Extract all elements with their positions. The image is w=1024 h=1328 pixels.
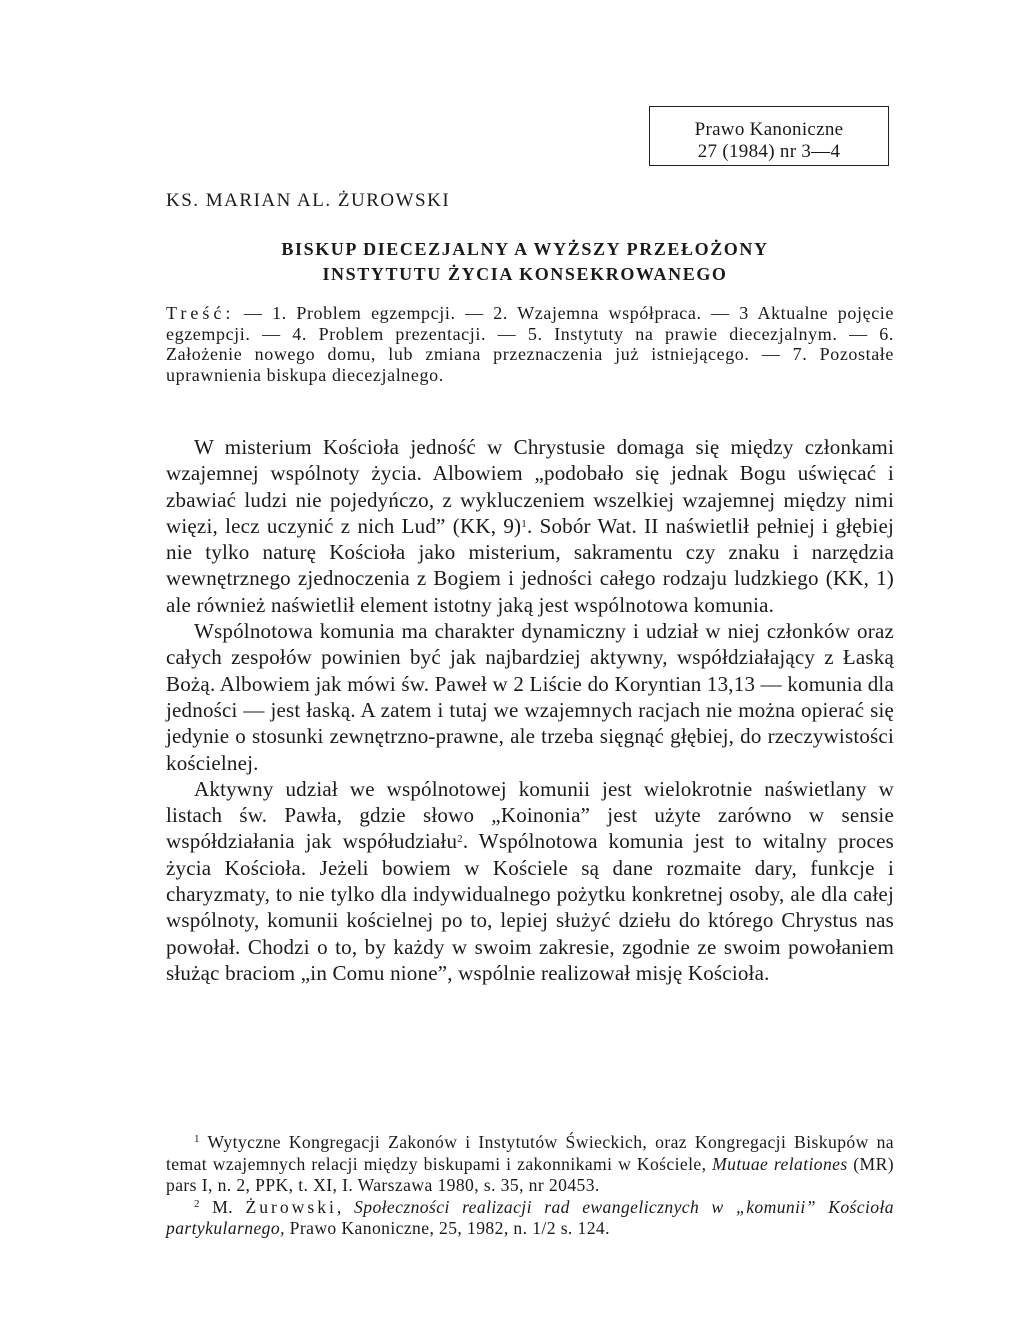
footnote-1-italic: Mutuae relationes [712, 1153, 848, 1174]
footnote-1-number: 1 [194, 1133, 200, 1145]
footnote-2-separator: , [336, 1196, 355, 1217]
footnote-ref-2: 2 [457, 833, 463, 846]
footnote-2-author: Żurowski [245, 1196, 337, 1217]
author-name: KS. MARIAN AL. ŻUROWSKI [166, 190, 451, 211]
toc-label: Treść: [166, 303, 235, 323]
title-line-1: BISKUP DIECEZJALNY A WYŻSZY PRZEŁOŻONY [281, 239, 769, 259]
journal-name: Prawo Kanoniczne [694, 119, 844, 140]
footnote-1-text-b: (MR) pars I, n. 2, PPK, t. XI, I. Warszawa 1980, s. 35, nr 20453. [166, 1153, 894, 1195]
paragraph-1-text-b: . Sobór Wat. II naświetlił pełniej i głębiej nie tylko naturę Kościoła jako misterium, sakramentu czy znaku i narzędzia wewnętrznego zjednoczenia z Bogiem i jedności całego rodzaju ludzkiego (KK, 1) ale również naświetlił element istotny jaką jest wspólnotowa komunia. [166, 513, 895, 617]
footnote-ref-1: 1 [521, 517, 527, 530]
paragraph-3-text-b: . Wspólnotowa komunia jest to witalny proces życia Kościoła. Jeżeli bowiem w Kościele są dane rozmaite dary, funkcje i charyzmaty, to nie tylko dla indywidualnego pożytku konkretnej osoby, ale dla całej wspólnoty, komunii kościelnej po to, lepiej służyć dziełu do którego Chrystus nas powołał. Chodzi o to, by każdy w swoim zakresie, zgodnie ze swoim powołaniem służąc braciom „in Comu nione”, wspólnie realizował misję Kościoła. [166, 829, 894, 985]
article-body [166, 434, 894, 986]
paragraph-3 [166, 776, 894, 986]
footnote-2-text-a: M. [199, 1196, 246, 1217]
title-line-2: INSTYTUTU ŻYCIA KONSEKROWANEGO [322, 264, 728, 284]
paragraph-1-text-a: W misterium Kościoła jedność w Chrystusie domaga się między członkami wzajemnej wspólnoty życia. Albowiem „podobało się jednak Bogu uświęcać i zbawiać ludzi nie pojedyńczo, z wykluczeniem wszelkiej wzajemnej między nimi więzi, lecz uczynić z nich Lud” (KK, 9) [166, 435, 894, 538]
paragraph-3-text-a: Aktywny udział we wspólnotowej komunii jest wielokrotnie naświetlany w listach św. Pawła, gdzie słowo „Koinonia” jest użyte zarówno w sensie współdziałania jak współudziału [166, 776, 894, 854]
footnote-2-italic: Społeczności realizacji rad ewangelicznych w „komunii” Kościoła partykularnego, [166, 1196, 894, 1238]
footnote-2 [166, 1197, 894, 1240]
journal-citation-box [649, 106, 889, 166]
toc-text: — 1. Problem egzempcji. — 2. Wzajemna współpraca. — 3 Aktualne pojęcie egzempcji. — 4. Problem prezentacji. — 5. Instytuty na prawie diecezjalnym. — 6. Założenie nowego domu, lub zmiana przeznaczenia już istniejącego. — 7. Pozostałe uprawnienia biskupa diecezjalnego. [166, 303, 894, 385]
paragraph-1 [166, 434, 894, 618]
paragraph-2: Wspólnotowa komunia ma charakter dynamiczny i udział w niej członków oraz całych zespołów powinien być jak najbardziej aktywny, współdziałający z Łaską Bożą. Albowiem jak mówi św. Paweł w 2 Liście do Koryntian 13,13 — komunia dla jedności — jest łaską. A zatem i tutaj we wzajemnych racjach nie można opierać się jedynie o stosunki zewnętrzno-prawne, ale trzeba sięgnąć głębiej, do rzeczywistości kościelnej. [166, 619, 894, 775]
footnote-2-text-b: Prawo Kanoniczne, 25, 1982, n. 1/2 s. 124. [284, 1218, 610, 1238]
journal-volume: 27 (1984) nr 3—4 [697, 141, 841, 162]
footnotes [166, 1132, 894, 1240]
footnote-1-text-a: Wytyczne Kongregacji Zakonów i Instytutów Świeckich, oraz Kongregacji Biskupów na temat wzajemnych relacji między biskupami i zakonnikami w Kościele, [166, 1132, 894, 1174]
footnote-1 [166, 1132, 894, 1197]
table-of-contents [166, 303, 894, 385]
footnote-2-number: 2 [194, 1197, 200, 1210]
article-title [160, 237, 890, 287]
